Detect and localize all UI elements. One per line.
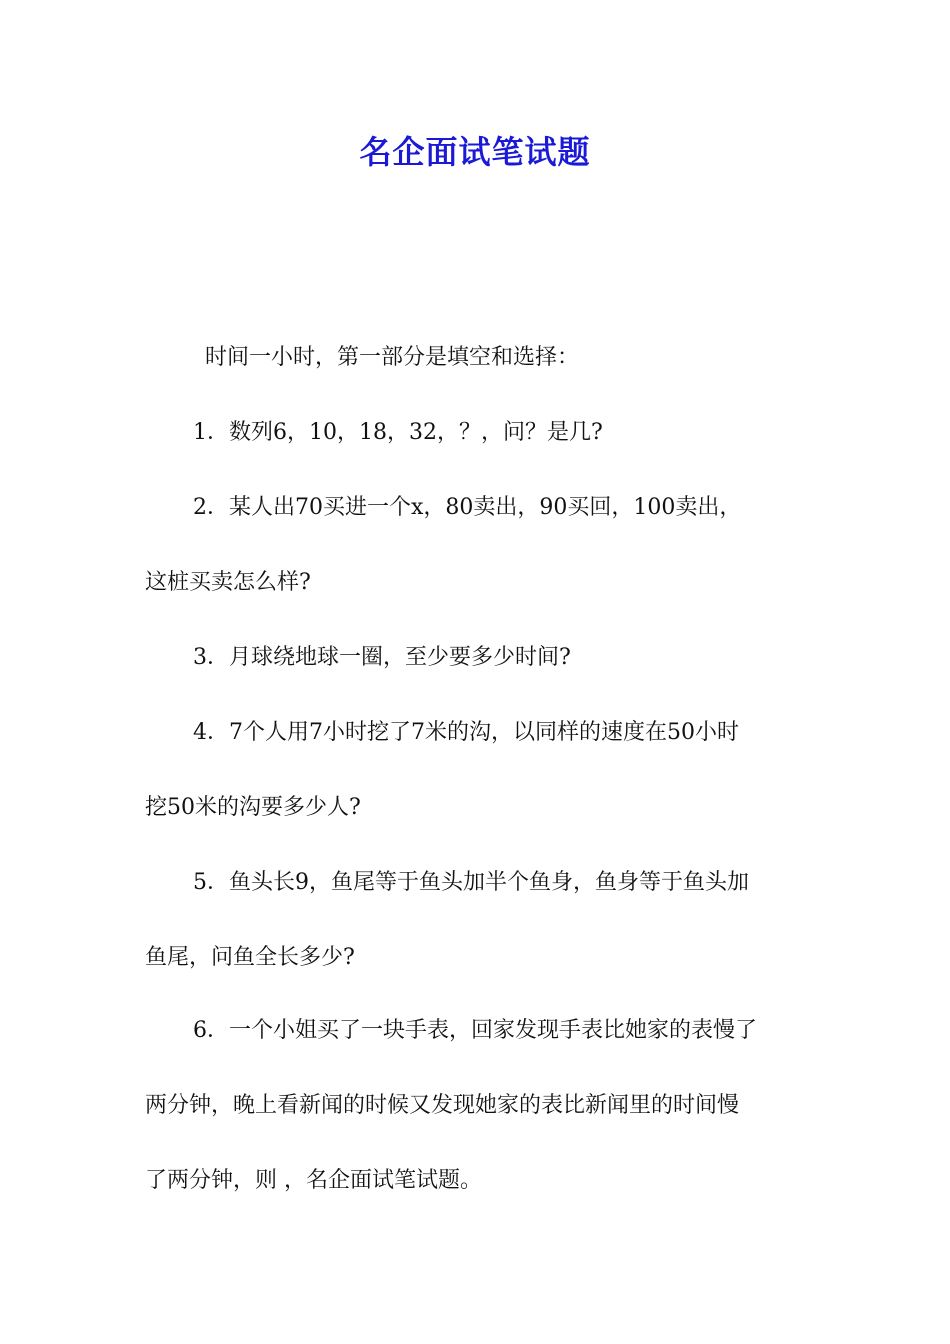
document-title: 名企面试笔试题 <box>359 133 591 171</box>
question-1: 1．数列6，10，18，32，？，问？是几? <box>193 420 603 445</box>
question-2-line-2: 这桩买卖怎么样? <box>145 570 311 595</box>
question-6-line-1: 6．一个小姐买了一块手表，回家发现手表比她家的表慢了 <box>193 1018 757 1043</box>
question-2-line-1: 2．某人出70买进一个x，80卖出，90买回，100卖出， <box>193 495 742 520</box>
question-3: 3．月球绕地球一圈，至少要多少时间? <box>193 645 571 670</box>
intro-line: 时间一小时，第一部分是填空和选择： <box>205 345 580 370</box>
question-4-line-1: 4．7个人用7小时挖了7米的沟，以同样的速度在50小时 <box>193 720 739 745</box>
question-5-line-1: 5．鱼头长9，鱼尾等于鱼头加半个鱼身，鱼身等于鱼头加 <box>193 870 749 895</box>
question-6-line-3: 了两分钟，则 ，名企面试笔试题。 <box>145 1168 482 1193</box>
question-5-line-2: 鱼尾，问鱼全长多少? <box>145 945 355 970</box>
question-6-line-2: 两分钟，晚上看新闻的时候又发现她家的表比新闻里的时间慢 <box>145 1093 740 1118</box>
question-4-line-2: 挖50米的沟要多少人? <box>145 795 361 820</box>
